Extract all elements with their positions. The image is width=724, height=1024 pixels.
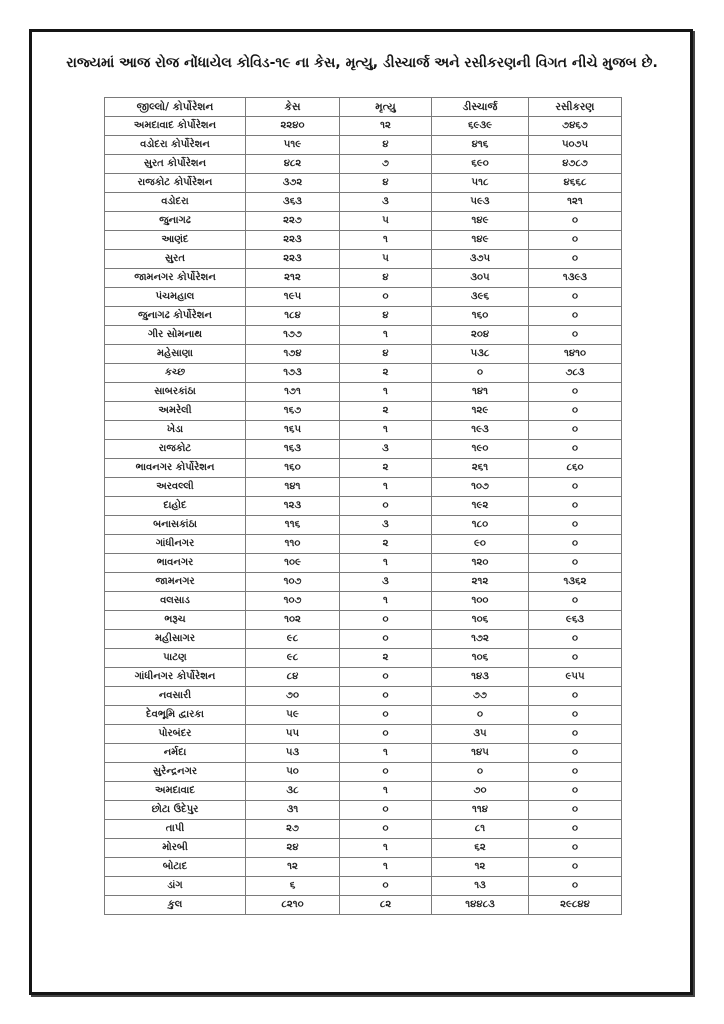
- cell-deaths: ૩: [340, 440, 432, 459]
- cell-district: રાજકોટ: [105, 440, 246, 459]
- total-deaths: ૮૨: [340, 896, 432, 915]
- cell-vaccination: ૭૮૩: [529, 364, 622, 383]
- table-row: [105, 782, 622, 801]
- cell-district: પોરબંદર: [105, 725, 246, 744]
- cell-cases: ૧૧૬: [246, 516, 340, 535]
- table-row: [105, 668, 622, 687]
- cell-cases: ૩૬૩: [246, 193, 340, 212]
- cell-deaths: ૪: [340, 345, 432, 364]
- table-row: [105, 858, 622, 877]
- cell-cases: ૯૮: [246, 630, 340, 649]
- cell-district: સુરત કોર્પોરેશન: [105, 155, 246, 174]
- cell-vaccination: ૦: [529, 402, 622, 421]
- cell-vaccination: ૦: [529, 440, 622, 459]
- cell-cases: ૨૨૭: [246, 212, 340, 231]
- cell-vaccination: ૦: [529, 839, 622, 858]
- cell-discharge: ૧૪૯: [432, 231, 529, 250]
- cell-vaccination: ૯૬૩: [529, 611, 622, 630]
- cell-vaccination: ૦: [529, 535, 622, 554]
- cell-discharge: ૬૨: [432, 839, 529, 858]
- cell-district: રાજકોટ કોર્પોરેશન: [105, 174, 246, 193]
- cell-deaths: ૪: [340, 307, 432, 326]
- cell-deaths: ૧: [340, 326, 432, 345]
- table-row: [105, 554, 622, 573]
- table-row: [105, 421, 622, 440]
- cell-deaths: ૦: [340, 630, 432, 649]
- cell-district: દેવભૂમિ દ્વારકા: [105, 706, 246, 725]
- cell-vaccination: ૪૬૬૮: [529, 174, 622, 193]
- cell-cases: ૧૪૧: [246, 478, 340, 497]
- cell-discharge: ૬૯૩૯: [432, 117, 529, 136]
- cell-vaccination: ૧૩૬૨: [529, 573, 622, 592]
- document-title: રાજ્યમાં આજ રોજ નોંધાયેલ કોવિડ-૧૯ ના કેસ, મૃત્યુ, ડીસ્ચાર્જ અને રસીકરણની વિગત નીચે મુજબ છે.: [66, 55, 658, 71]
- cell-discharge: ૨૬૧: [432, 459, 529, 478]
- cell-discharge: ૩૦૫: [432, 269, 529, 288]
- cell-vaccination: ૪૭૮૭: [529, 155, 622, 174]
- cell-district: અમદાવાદ: [105, 782, 246, 801]
- table-row: [105, 535, 622, 554]
- cell-district: વડોદરા: [105, 193, 246, 212]
- cell-district: વલસાડ: [105, 592, 246, 611]
- cell-vaccination: ૦: [529, 744, 622, 763]
- cell-vaccination: ૦: [529, 858, 622, 877]
- cell-cases: ૩૧: [246, 801, 340, 820]
- cell-cases: ૧૭૪: [246, 345, 340, 364]
- cell-district: કચ્છ: [105, 364, 246, 383]
- header-discharge: ડીસ્ચાર્જ: [432, 98, 529, 117]
- table-row: [105, 573, 622, 592]
- cell-vaccination: ૦: [529, 383, 622, 402]
- cell-district: મહીસાગર: [105, 630, 246, 649]
- cell-deaths: ૧: [340, 839, 432, 858]
- table-row: [105, 250, 622, 269]
- cell-cases: ૩૮: [246, 782, 340, 801]
- table-row: [105, 174, 622, 193]
- cell-deaths: ૩: [340, 516, 432, 535]
- covid-data-table: [104, 97, 622, 915]
- table-row: [105, 212, 622, 231]
- cell-vaccination: ૦: [529, 782, 622, 801]
- cell-vaccination: ૮૬૦: [529, 459, 622, 478]
- table-row: [105, 117, 622, 136]
- cell-deaths: ૦: [340, 801, 432, 820]
- table-row: [105, 649, 622, 668]
- cell-cases: ૧૦૨: [246, 611, 340, 630]
- cell-vaccination: ૧૪૧૦: [529, 345, 622, 364]
- cell-discharge: ૧૦૬: [432, 649, 529, 668]
- cell-deaths: ૧૨: [340, 117, 432, 136]
- cell-discharge: ૫૩૮: [432, 345, 529, 364]
- table-row: [105, 630, 622, 649]
- cell-cases: ૧૭૭: [246, 326, 340, 345]
- cell-deaths: ૨: [340, 364, 432, 383]
- cell-deaths: ૦: [340, 706, 432, 725]
- cell-vaccination: ૦: [529, 478, 622, 497]
- cell-discharge: ૧૦૬: [432, 611, 529, 630]
- cell-deaths: ૦: [340, 687, 432, 706]
- cell-cases: ૨૪: [246, 839, 340, 858]
- cell-cases: ૧૬૦: [246, 459, 340, 478]
- table-row: [105, 364, 622, 383]
- cell-deaths: ૧: [340, 421, 432, 440]
- cell-vaccination: ૭૪૬૭: [529, 117, 622, 136]
- cell-cases: ૪૮૨: [246, 155, 340, 174]
- cell-deaths: ૭: [340, 155, 432, 174]
- cell-deaths: ૧: [340, 592, 432, 611]
- cell-discharge: ૧૨૯: [432, 402, 529, 421]
- cell-vaccination: ૦: [529, 763, 622, 782]
- cell-cases: ૧૮૪: [246, 307, 340, 326]
- cell-deaths: ૦: [340, 725, 432, 744]
- table-row: [105, 763, 622, 782]
- cell-deaths: ૧: [340, 478, 432, 497]
- cell-deaths: ૧: [340, 231, 432, 250]
- cell-deaths: ૦: [340, 611, 432, 630]
- cell-vaccination: ૫૦૭૫: [529, 136, 622, 155]
- cell-cases: ૫૩: [246, 744, 340, 763]
- cell-discharge: ૦: [432, 706, 529, 725]
- cell-vaccination: ૦: [529, 497, 622, 516]
- cell-cases: ૫૫: [246, 725, 340, 744]
- total-cases: ૮૨૧૦: [246, 896, 340, 915]
- table-row: [105, 307, 622, 326]
- table-row: [105, 725, 622, 744]
- cell-discharge: ૯૦: [432, 535, 529, 554]
- cell-vaccination: ૦: [529, 820, 622, 839]
- table-row: [105, 383, 622, 402]
- header-cases: કેસ: [246, 98, 340, 117]
- table-row: [105, 706, 622, 725]
- cell-district: બોટાદ: [105, 858, 246, 877]
- cell-discharge: ૧૯૩: [432, 421, 529, 440]
- cell-vaccination: ૦: [529, 250, 622, 269]
- cell-discharge: ૧૮૦: [432, 516, 529, 535]
- cell-district: જામનગર: [105, 573, 246, 592]
- cell-vaccination: ૯૫૫: [529, 668, 622, 687]
- cell-district: જુનાગઢ: [105, 212, 246, 231]
- cell-district: આણંદ: [105, 231, 246, 250]
- cell-district: ડાંગ: [105, 877, 246, 896]
- cell-cases: ૮૪: [246, 668, 340, 687]
- cell-district: સુરેન્દ્રનગર: [105, 763, 246, 782]
- cell-cases: ૧૬૭: [246, 402, 340, 421]
- table-row: [105, 440, 622, 459]
- cell-cases: ૧૭૩: [246, 364, 340, 383]
- cell-discharge: ૧૯૨: [432, 497, 529, 516]
- header-vaccination: રસીકરણ: [529, 98, 622, 117]
- cell-vaccination: ૧૨૧: [529, 193, 622, 212]
- table-row: [105, 136, 622, 155]
- table-row: [105, 744, 622, 763]
- cell-discharge: ૩૭૫: [432, 250, 529, 269]
- cell-district: જામનગર કોર્પોરેશન: [105, 269, 246, 288]
- cell-discharge: ૧૦૭: [432, 478, 529, 497]
- cell-deaths: ૨: [340, 402, 432, 421]
- cell-discharge: ૩૯૬: [432, 288, 529, 307]
- cell-discharge: ૧૯૦: [432, 440, 529, 459]
- cell-vaccination: ૦: [529, 212, 622, 231]
- cell-deaths: ૦: [340, 668, 432, 687]
- cell-district: બનાસકાંઠા: [105, 516, 246, 535]
- cell-cases: ૫૧૯: [246, 136, 340, 155]
- cell-vaccination: ૦: [529, 231, 622, 250]
- table-row: [105, 326, 622, 345]
- cell-discharge: ૧૪૩: [432, 668, 529, 687]
- cell-discharge: ૧૨: [432, 858, 529, 877]
- cell-deaths: ૧: [340, 383, 432, 402]
- cell-district: પાટણ: [105, 649, 246, 668]
- cell-deaths: ૦: [340, 763, 432, 782]
- cell-discharge: ૧૪૧: [432, 383, 529, 402]
- table-row: [105, 402, 622, 421]
- cell-deaths: ૧: [340, 554, 432, 573]
- cell-discharge: ૭૭: [432, 687, 529, 706]
- cell-cases: ૨૧૨: [246, 269, 340, 288]
- table-row: [105, 877, 622, 896]
- cell-cases: ૧૨: [246, 858, 340, 877]
- cell-discharge: ૭૦: [432, 782, 529, 801]
- cell-deaths: ૩: [340, 573, 432, 592]
- cell-vaccination: ૦: [529, 706, 622, 725]
- header-district: જીલ્લો/ કોર્પોરેશન: [105, 98, 246, 117]
- cell-discharge: ૬૯૦: [432, 155, 529, 174]
- cell-district: ભરૂચ: [105, 611, 246, 630]
- table-row: [105, 231, 622, 250]
- cell-cases: ૧૭૧: [246, 383, 340, 402]
- total-vaccination: ૨૯૮૪૪: [529, 896, 622, 915]
- cell-cases: ૫૯: [246, 706, 340, 725]
- cell-discharge: ૫૧૮: [432, 174, 529, 193]
- cell-discharge: ૧૦૦: [432, 592, 529, 611]
- header-deaths: મૃત્યુ: [340, 98, 432, 117]
- cell-district: ભાવનગર: [105, 554, 246, 573]
- cell-vaccination: ૦: [529, 725, 622, 744]
- cell-deaths: ૧: [340, 858, 432, 877]
- cell-district: દાહોદ: [105, 497, 246, 516]
- cell-district: નવસારી: [105, 687, 246, 706]
- cell-district: નર્મદા: [105, 744, 246, 763]
- cell-deaths: ૨: [340, 649, 432, 668]
- cell-discharge: ૩૫: [432, 725, 529, 744]
- cell-district: પંચમહાલ: [105, 288, 246, 307]
- cell-district: અમરેલી: [105, 402, 246, 421]
- cell-district: ભાવનગર કોર્પોરેશન: [105, 459, 246, 478]
- cell-discharge: ૧૭૨: [432, 630, 529, 649]
- cell-discharge: ૧૪૯: [432, 212, 529, 231]
- cell-discharge: ૧૨૦: [432, 554, 529, 573]
- cell-cases: ૧૯૫: [246, 288, 340, 307]
- cell-cases: ૫૦: [246, 763, 340, 782]
- cell-deaths: ૪: [340, 174, 432, 193]
- table-row: [105, 155, 622, 174]
- cell-cases: ૯૮: [246, 649, 340, 668]
- cell-deaths: ૦: [340, 288, 432, 307]
- cell-vaccination: ૦: [529, 288, 622, 307]
- cell-vaccination: ૦: [529, 516, 622, 535]
- cell-cases: ૨૨૩: [246, 250, 340, 269]
- table-row: [105, 611, 622, 630]
- cell-discharge: ૪૧૬: [432, 136, 529, 155]
- cell-district: ખેડા: [105, 421, 246, 440]
- table-row: [105, 839, 622, 858]
- cell-deaths: ૦: [340, 497, 432, 516]
- cell-deaths: ૧: [340, 744, 432, 763]
- cell-discharge: ૦: [432, 763, 529, 782]
- cell-cases: ૨૭: [246, 820, 340, 839]
- cell-vaccination: ૦: [529, 801, 622, 820]
- cell-discharge: ૨૧૨: [432, 573, 529, 592]
- total-discharge: ૧૪૪૮૩: [432, 896, 529, 915]
- cell-cases: ૭૦: [246, 687, 340, 706]
- cell-deaths: ૨: [340, 459, 432, 478]
- cell-deaths: ૫: [340, 212, 432, 231]
- cell-discharge: ૫૯૩: [432, 193, 529, 212]
- cell-cases: ૧૨૩: [246, 497, 340, 516]
- cell-district: છોટા ઉદેપુર: [105, 801, 246, 820]
- cell-vaccination: ૦: [529, 877, 622, 896]
- cell-vaccination: ૦: [529, 687, 622, 706]
- cell-cases: ૧૬૫: [246, 421, 340, 440]
- cell-district: તાપી: [105, 820, 246, 839]
- cell-district: જુનાગઢ કોર્પોરેશન: [105, 307, 246, 326]
- cell-discharge: ૧૩: [432, 877, 529, 896]
- table-row: [105, 516, 622, 535]
- cell-deaths: ૪: [340, 136, 432, 155]
- cell-district: ગાંધીનગર: [105, 535, 246, 554]
- table-row: [105, 459, 622, 478]
- cell-deaths: ૪: [340, 269, 432, 288]
- cell-cases: ૬: [246, 877, 340, 896]
- cell-vaccination: ૦: [529, 421, 622, 440]
- cell-discharge: ૧૧૪: [432, 801, 529, 820]
- cell-deaths: ૧: [340, 782, 432, 801]
- cell-vaccination: ૦: [529, 592, 622, 611]
- table-row: [105, 801, 622, 820]
- total-label: કુલ: [105, 896, 246, 915]
- table-row: [105, 592, 622, 611]
- cell-cases: ૧૬૩: [246, 440, 340, 459]
- cell-discharge: ૦: [432, 364, 529, 383]
- table-row: [105, 288, 622, 307]
- cell-vaccination: ૦: [529, 554, 622, 573]
- table-row: [105, 497, 622, 516]
- cell-vaccination: ૦: [529, 649, 622, 668]
- cell-district: સાબરકાંઠા: [105, 383, 246, 402]
- cell-district: સુરત: [105, 250, 246, 269]
- table-row: [105, 478, 622, 497]
- cell-deaths: ૫: [340, 250, 432, 269]
- table-row: [105, 345, 622, 364]
- table-header-row: [105, 98, 622, 117]
- cell-cases: ૧૦૭: [246, 592, 340, 611]
- cell-cases: ૧૦૯: [246, 554, 340, 573]
- cell-district: મહેસાણા: [105, 345, 246, 364]
- cell-district: અમદાવાદ કોર્પોરેશન: [105, 117, 246, 136]
- cell-vaccination: ૦: [529, 326, 622, 345]
- cell-deaths: ૦: [340, 820, 432, 839]
- table-total-row: [105, 896, 622, 915]
- cell-deaths: ૨: [340, 535, 432, 554]
- cell-discharge: ૨૦૪: [432, 326, 529, 345]
- cell-vaccination: ૧૩૯૩: [529, 269, 622, 288]
- cell-district: વડોદરા કોર્પોરેશન: [105, 136, 246, 155]
- cell-discharge: ૧૪૫: [432, 744, 529, 763]
- cell-deaths: ૦: [340, 877, 432, 896]
- cell-district: મોરબી: [105, 839, 246, 858]
- cell-cases: ૨૨૩: [246, 231, 340, 250]
- cell-discharge: ૮૧: [432, 820, 529, 839]
- table-row: [105, 687, 622, 706]
- cell-vaccination: ૦: [529, 307, 622, 326]
- cell-cases: ૩૭૨: [246, 174, 340, 193]
- cell-deaths: ૩: [340, 193, 432, 212]
- cell-discharge: ૧૬૦: [432, 307, 529, 326]
- table-row: [105, 820, 622, 839]
- cell-district: ગીર સોમનાથ: [105, 326, 246, 345]
- cell-district: અરવલ્લી: [105, 478, 246, 497]
- cell-district: ગાંધીનગર કોર્પોરેશન: [105, 668, 246, 687]
- table-row: [105, 269, 622, 288]
- table-row: [105, 193, 622, 212]
- cell-cases: ૧૦૭: [246, 573, 340, 592]
- cell-cases: ૨૨૪૦: [246, 117, 340, 136]
- cell-vaccination: ૦: [529, 630, 622, 649]
- cell-cases: ૧૧૦: [246, 535, 340, 554]
